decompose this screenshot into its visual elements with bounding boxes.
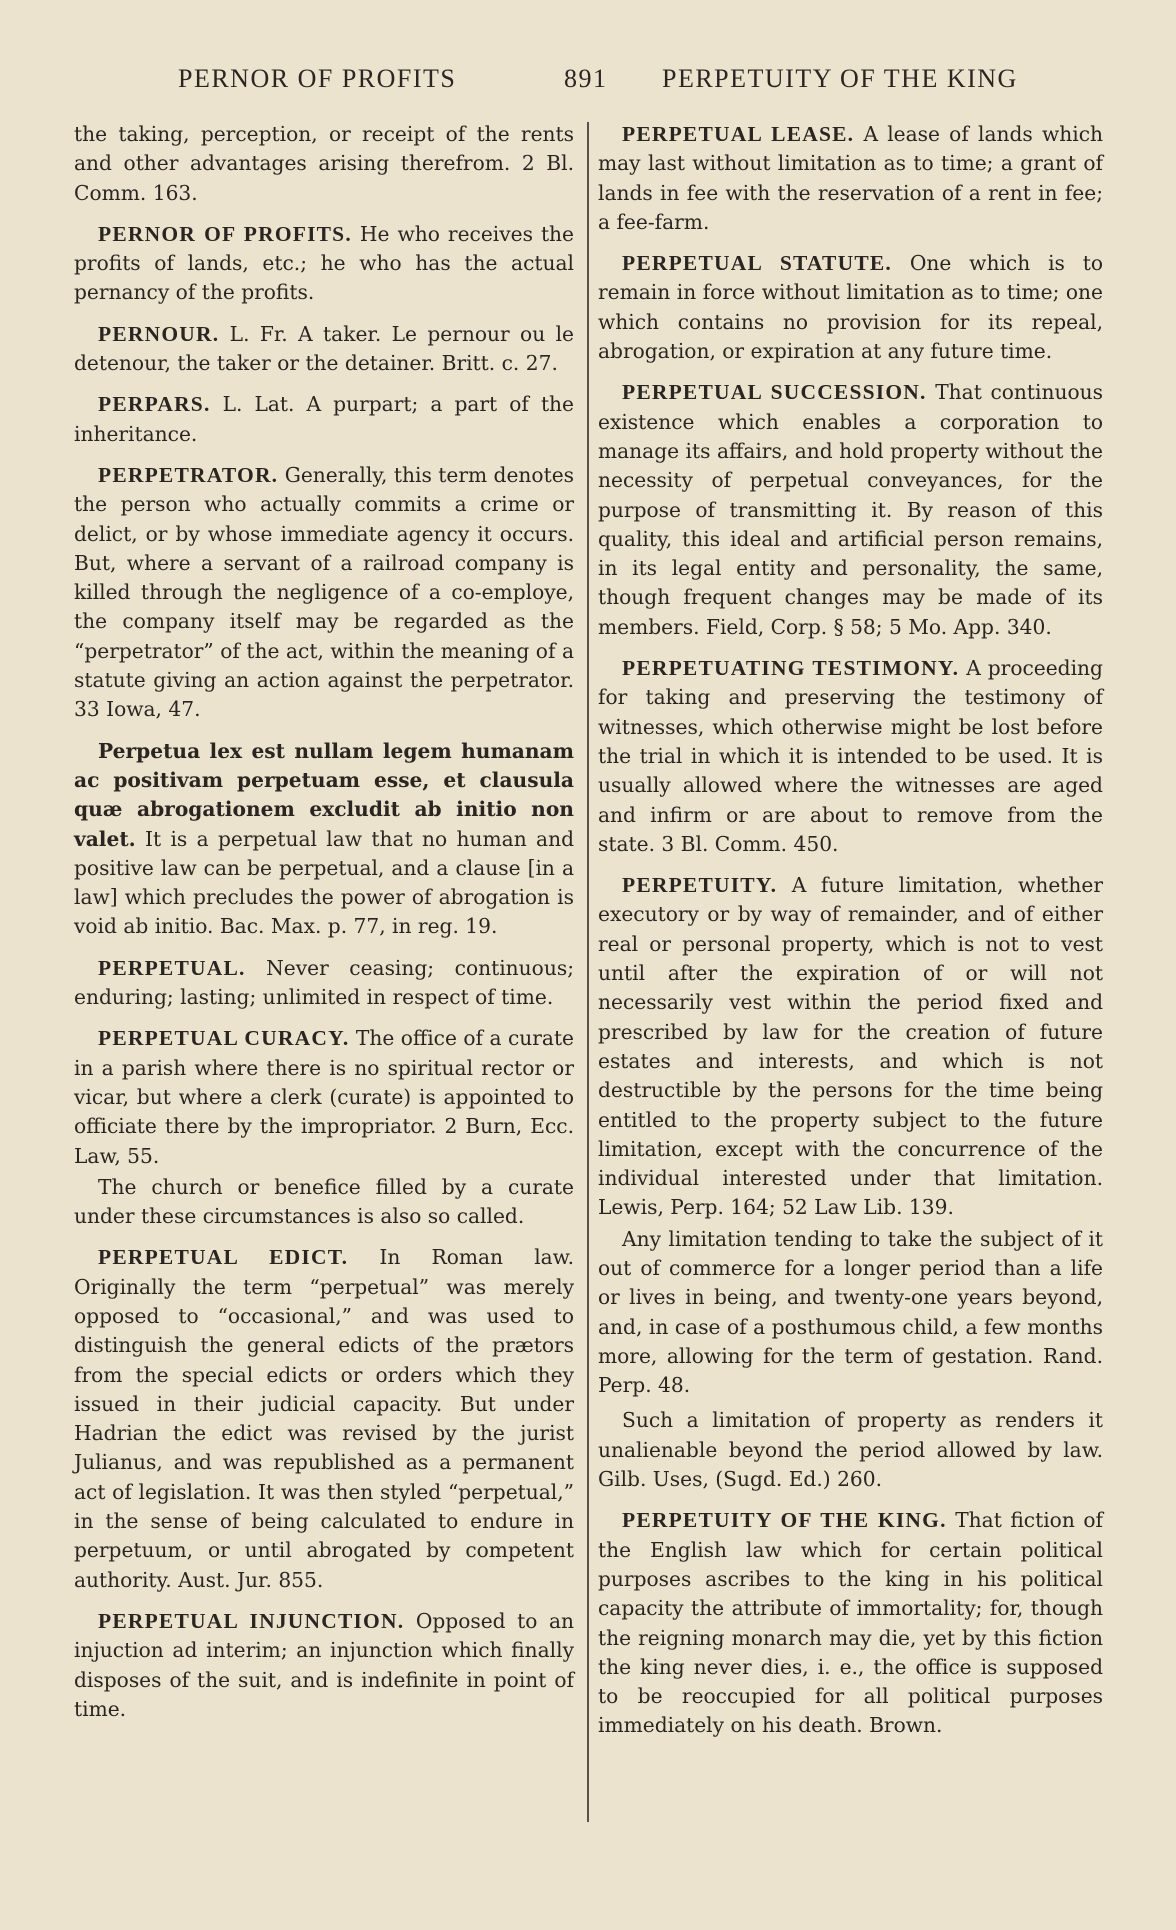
dictionary-entry <box>74 1243 574 1595</box>
entry-term: PERPETUAL LEASE. <box>622 122 855 146</box>
entry-term: PERNOR OF PROFITS. <box>98 221 352 246</box>
left-column <box>74 120 574 1736</box>
column-divider <box>587 122 589 1822</box>
entry-term: PERPETUAL SUCCESSION. <box>622 380 927 405</box>
entry-text: A proceeding for taking and preserving the testimony of witnesses, which otherwise might be lost before the trial in which it is intended to be used. It is usually allowed where the witnesses are aged and infirm or are about to remove from the state. 3 Bl. Comm. 450. <box>598 656 1103 856</box>
running-header <box>70 64 1060 98</box>
dictionary-entry <box>598 120 1103 237</box>
dictionary-entry <box>74 120 574 208</box>
entry-text: Generally, this term denotes the person who actually commits a crime or delict, or by whose immediate agency it occurs. But, where a servant of a railroad company is killed through the negligence of a co-employe, the company itself may be regarded as the “perpetrator” of the act, within the meaning of a statute giving an action against the perpetrator. 33 Iowa, 47. <box>74 462 574 722</box>
dictionary-entry <box>74 390 574 449</box>
entry-term: PERPETUITY OF THE KING. <box>622 1508 947 1533</box>
entry-term: PERPARS. <box>98 392 211 417</box>
entry-term: PERPETUITY. <box>622 873 778 898</box>
entry-term: PERPETUAL. <box>98 955 246 980</box>
dictionary-entry <box>74 320 574 379</box>
dictionary-entry <box>74 1024 574 1170</box>
entry-text: It is a perpetual law that no human and positive law can be perpetual, and a clause [in a law] which precludes the power of abrogation is void ab initio. Bac. Max. p. 77, in reg. 19. <box>74 826 574 939</box>
entry-subparagraph: Any limitation tending to take the subject of it out of commerce for a longer period than a life or lives in being, and twenty-one years beyond, and, in case of a posthumous child, a few months more, allowing for the term of gestation. Rand. Perp. 48. <box>598 1226 1103 1398</box>
dictionary-entry <box>598 378 1103 642</box>
dictionary-entry <box>74 461 574 725</box>
dictionary-entry <box>74 220 574 308</box>
entry-term: PERPETUAL STATUTE. <box>622 251 892 276</box>
dictionary-entry <box>598 654 1103 859</box>
entry-term: PERPETUAL EDICT. <box>98 1245 349 1270</box>
right-column <box>598 120 1103 1753</box>
header-right-guideword: PERPETUITY OF THE KING <box>662 64 1018 93</box>
entry-text: He who receives the profits of lands, etc.; he who has the actual pernancy of the profits. <box>74 221 574 305</box>
entry-text: That continuous existence which enables a corporation to manage its affairs, and hold property without the necessity of perpetual conveyances, for the purpose of transmitting it. By reason of this quality, this ideal and artificial person remains, in its legal entity and personality, the same, though frequent changes may be made of its members. Field, Corp. § 58; 5 Mo. App. 340. <box>598 380 1103 639</box>
entry-term: PERPETUATING TESTIMONY. <box>622 656 960 681</box>
entry-text: the taking, perception, or receipt of the rents and other advantages arising therefrom. 2 Bl. Comm. 163. <box>74 122 574 205</box>
entry-term: PERPETUAL CURACY. <box>98 1026 350 1051</box>
legal-maxim-entry <box>74 737 574 942</box>
entry-text: L. Fr. A taker. Le pernour ou le detenour, the taker or the detainer. Britt. c. 27. <box>74 321 574 376</box>
page-number: 891 <box>564 64 608 93</box>
dictionary-entry <box>598 249 1103 366</box>
entry-text: One which is to remain in force without limitation as to time; one which contains no provision for its repeal, abrogation, or expiration at any future time. <box>598 251 1103 364</box>
dictionary-entry <box>74 954 574 1013</box>
dictionary-entry <box>598 1506 1103 1740</box>
entry-text: In Roman law. Originally the term “perpetual” was merely opposed to “occasional,” and was used to distinguish the general edicts of the prætors from the special edicts or orders which they issued in their judicial capacity. But under Hadrian the edict was revised by the jurist Julianus, and was republished as a permanent act of legislation. It was then styled “perpetual,” in the sense of being calculated to endure in perpetuum, or until abrogated by competent authority. Aust. Jur. 855. <box>74 1245 574 1592</box>
entry-text: The office of a curate in a parish where there is no spiritual rector or vicar, but where a clerk (curate) is appointed to officiate there by the impropriator. 2 Burn, Ecc. Law, 55. <box>74 1026 575 1168</box>
entry-text: L. Lat. A purpart; a part of the inheritance. <box>74 392 574 446</box>
entry-text: Never ceasing; continuous; enduring; lasting; unlimited in respect of time. <box>74 955 574 1010</box>
entry-text: That fiction of the English law which for certain political purposes ascribes to the king in his political capacity the attribute of immortality; for, though the reigning monarch may die, yet by this fiction the king never dies, i. e., the office is supposed to be reoccupied for all political purposes immediately on his death. Brown. <box>598 1508 1103 1738</box>
entry-text: Opposed to an injuction ad interim; an injunction which finally disposes of the suit, and is indefinite in point of time. <box>74 1608 574 1721</box>
entry-term: PERNOUR. <box>98 321 220 346</box>
header-left-guideword: PERNOR OF PROFITS <box>178 64 457 93</box>
entry-subparagraph: Such a limitation of property as renders it unalienable beyond the period allowed by law. Gilb. Uses, (Sugd. Ed.) 260. <box>598 1408 1103 1492</box>
dictionary-entry <box>74 1607 574 1724</box>
entry-term: PERPETRATOR. <box>98 462 279 487</box>
entry-text: A future limitation, whether executory or by way of remainder, and of either real or personal property, which is not to vest until after the expiration of or will not necessarily vest within the period fixed and prescribed by law for the creation of future estates and interests, and which is not destructible by the persons for the time being entitled to the property subject to the future limitation, except with the concurrence of the individual interested under that limitation. Lewis, Perp. 164; 52 Law Lib. 139. <box>598 873 1103 1220</box>
entry-subparagraph: The church or benefice filled by a curate under these circumstances is also so called. <box>74 1174 574 1229</box>
dictionary-entry <box>598 871 1103 1223</box>
maxim-latin: Perpetua lex est nullam legem humanam ac positivam perpetuam esse, et clausula quæ abrogationem excludit ab initio non valet. <box>74 738 574 851</box>
entry-text: A lease of lands which may last without limitation as to time; a grant of lands in fee with the reservation of a rent in fee; a fee-farm. <box>598 122 1104 234</box>
entry-term: PERPETUAL INJUNCTION. <box>98 1608 405 1633</box>
